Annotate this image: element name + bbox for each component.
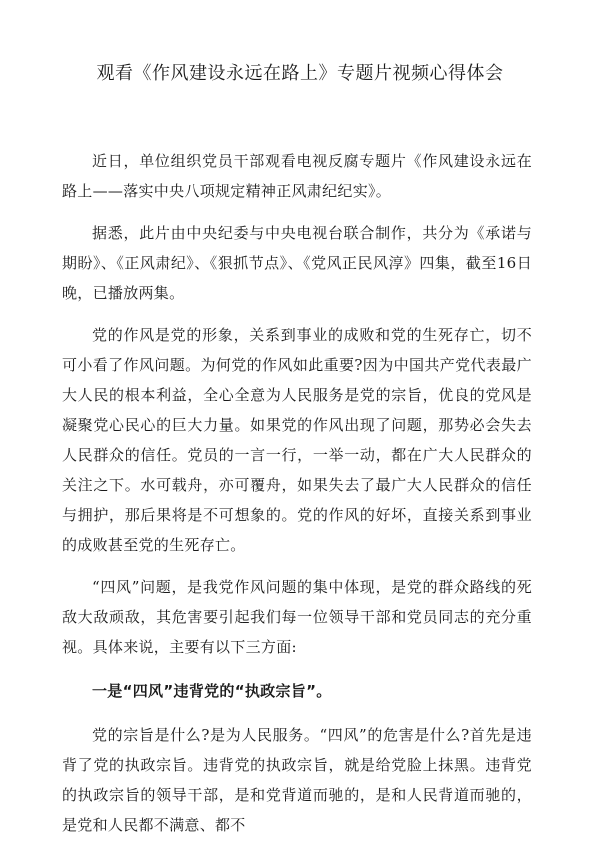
document-title: 观看《作风建设永远在路上》专题片视频心得体会 bbox=[96, 63, 504, 84]
document-body bbox=[62, 146, 532, 852]
paragraph-four-winds: “四风”问题，是我党作风问题的集中体现，是党的群众路线的死敌大敌顽敌，其危害要引起我们每一位领导干部和党员同志的充分重视。具体来说，主要有以下三方面: bbox=[62, 578, 532, 656]
paragraph-production-info: 据悉，此片由中央纪委与中央电视台联合制作，共分为《承诺与期盼》、《正风肃纪》、《狠抓节点》、《党风正民风淳》四集，截至16日晚，已播放两集。 bbox=[62, 224, 532, 302]
section-heading-1: 一是“四风”违背党的“执政宗旨”。 bbox=[92, 682, 332, 700]
paragraph-party-style: 党的作风是党的形象，关系到事业的成败和党的生死存亡，切不可小看了作风问题。为何党的作风如此重要?因为中国共产党代表最广大人民的根本利益，全心全意为人民服务是党的宗旨，优良的党风是凝聚党心民心的巨大力量。如果党的作风出现了问题，那势必会失去人民群众的信任。党员的一言一行，一举一动，都在广大人民群众的关注之下。水可载舟，亦可覆舟，如果失去了最广大人民群众的信任与拥护，那后果将是不可想象的。党的作风的好坏，直接关系到事业的成败甚至党的生死存亡。 bbox=[62, 326, 532, 554]
paragraph-intro: 近日，单位组织党员干部观看电视反腐专题片《作风建设永远在路上——落实中央八项规定精神正风肃纪纪实》。 bbox=[62, 152, 532, 200]
paragraph-party-purpose: 党的宗旨是什么?是为人民服务。“四风”的危害是什么?首先是违背了党的执政宗旨。违背党的执政宗旨，就是给党脸上抹黑。违背党的执政宗旨的领导干部，是和党背道而驰的，是和人民背道而驰的，是党和人民都不满意、都不 bbox=[62, 726, 532, 834]
